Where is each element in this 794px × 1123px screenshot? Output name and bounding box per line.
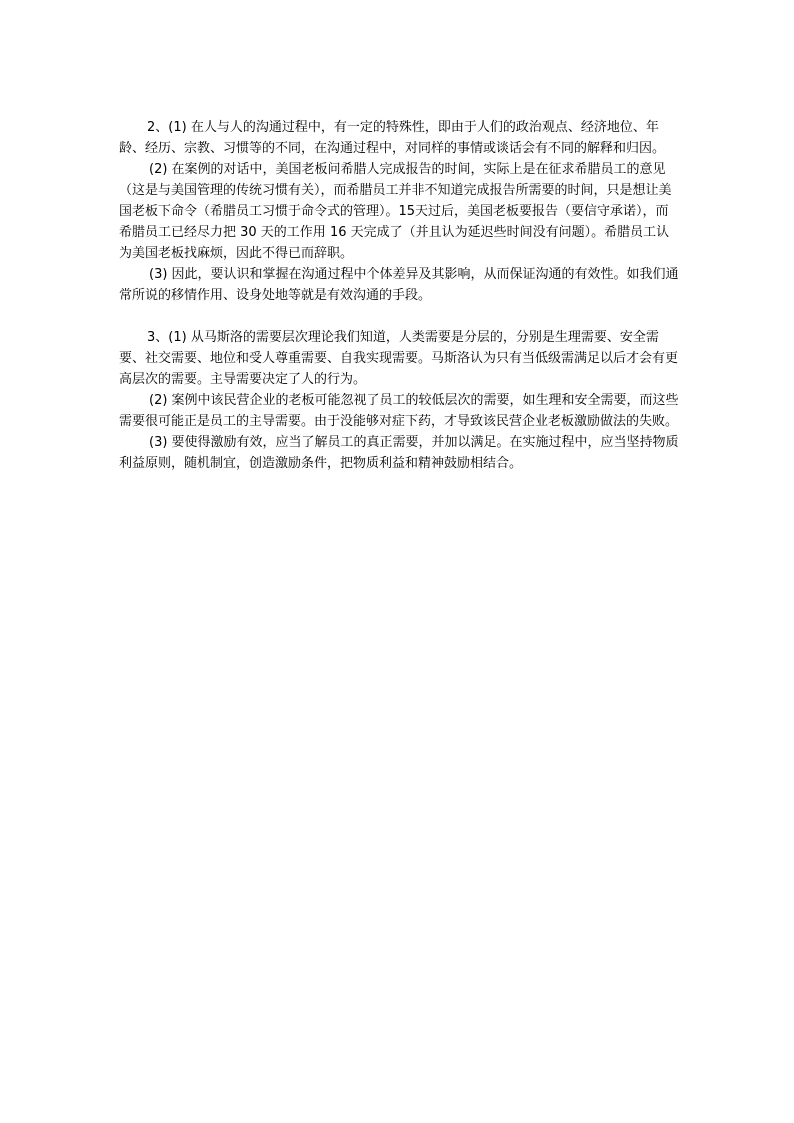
answer-section-2 (119, 117, 681, 306)
paragraph-3-3: (3) 要使得激励有效，应当了解员工的真正需要，并加以满足。在实施过程中，应当坚持物质利益原则，随机制宜，创造激励条件，把物质利益和精神鼓励相结合。 (119, 435, 679, 471)
answer-section-3 (119, 327, 681, 474)
paragraph-2-3: (3) 因此，要认识和掌握在沟通过程中个体差异及其影响，从而保证沟通的有效性。如我们通常所说的移情作用、设身处地等就是有效沟通的手段。 (119, 267, 679, 303)
paragraph-3-2: (2) 案例中该民营企业的老板可能忽视了员工的较低层次的需要，如生理和安全需要，而这些需要很可能正是员工的主导需要。由于没能够对症下药，才导致该民营企业老板激励做法的失败。 (119, 393, 679, 429)
document-body (119, 117, 681, 474)
paragraph-3-1: 3、(1) 从马斯洛的需要层次理论我们知道，人类需要是分层的，分别是生理需要、安全需要、社交需要、地位和受人尊重需要、自我实现需要。马斯洛认为只有当低级需满足以后才会有更高层次的需要。主导需要决定了人的行为。 (119, 330, 679, 387)
paragraph-2-2: (2) 在案例的对话中，美国老板问希腊人完成报告的时间，实际上是在征求希腊员工的意见（这是与美国管理的传统习惯有关），而希腊员工并非不知道完成报告所需要的时间，只是想让美国老板下命令（希腊员工习惯于命令式的管理）。15天过后，美国老板要报告（要信守承诺），而希腊员工已经尽力把 30 天的工作用 16 天完成了（并且认为延迟些时间没有问题）。希腊员工认为美国老板找麻烦，因此不得已而辞职。 (119, 162, 672, 261)
paragraph-2-1: 2、(1) 在人与人的沟通过程中，有一定的特殊性，即由于人们的政治观点、经济地位、年龄、经历、宗教、习惯等的不同，在沟通过程中，对同样的事情或谈话会有不同的解释和归因。 (119, 120, 666, 156)
